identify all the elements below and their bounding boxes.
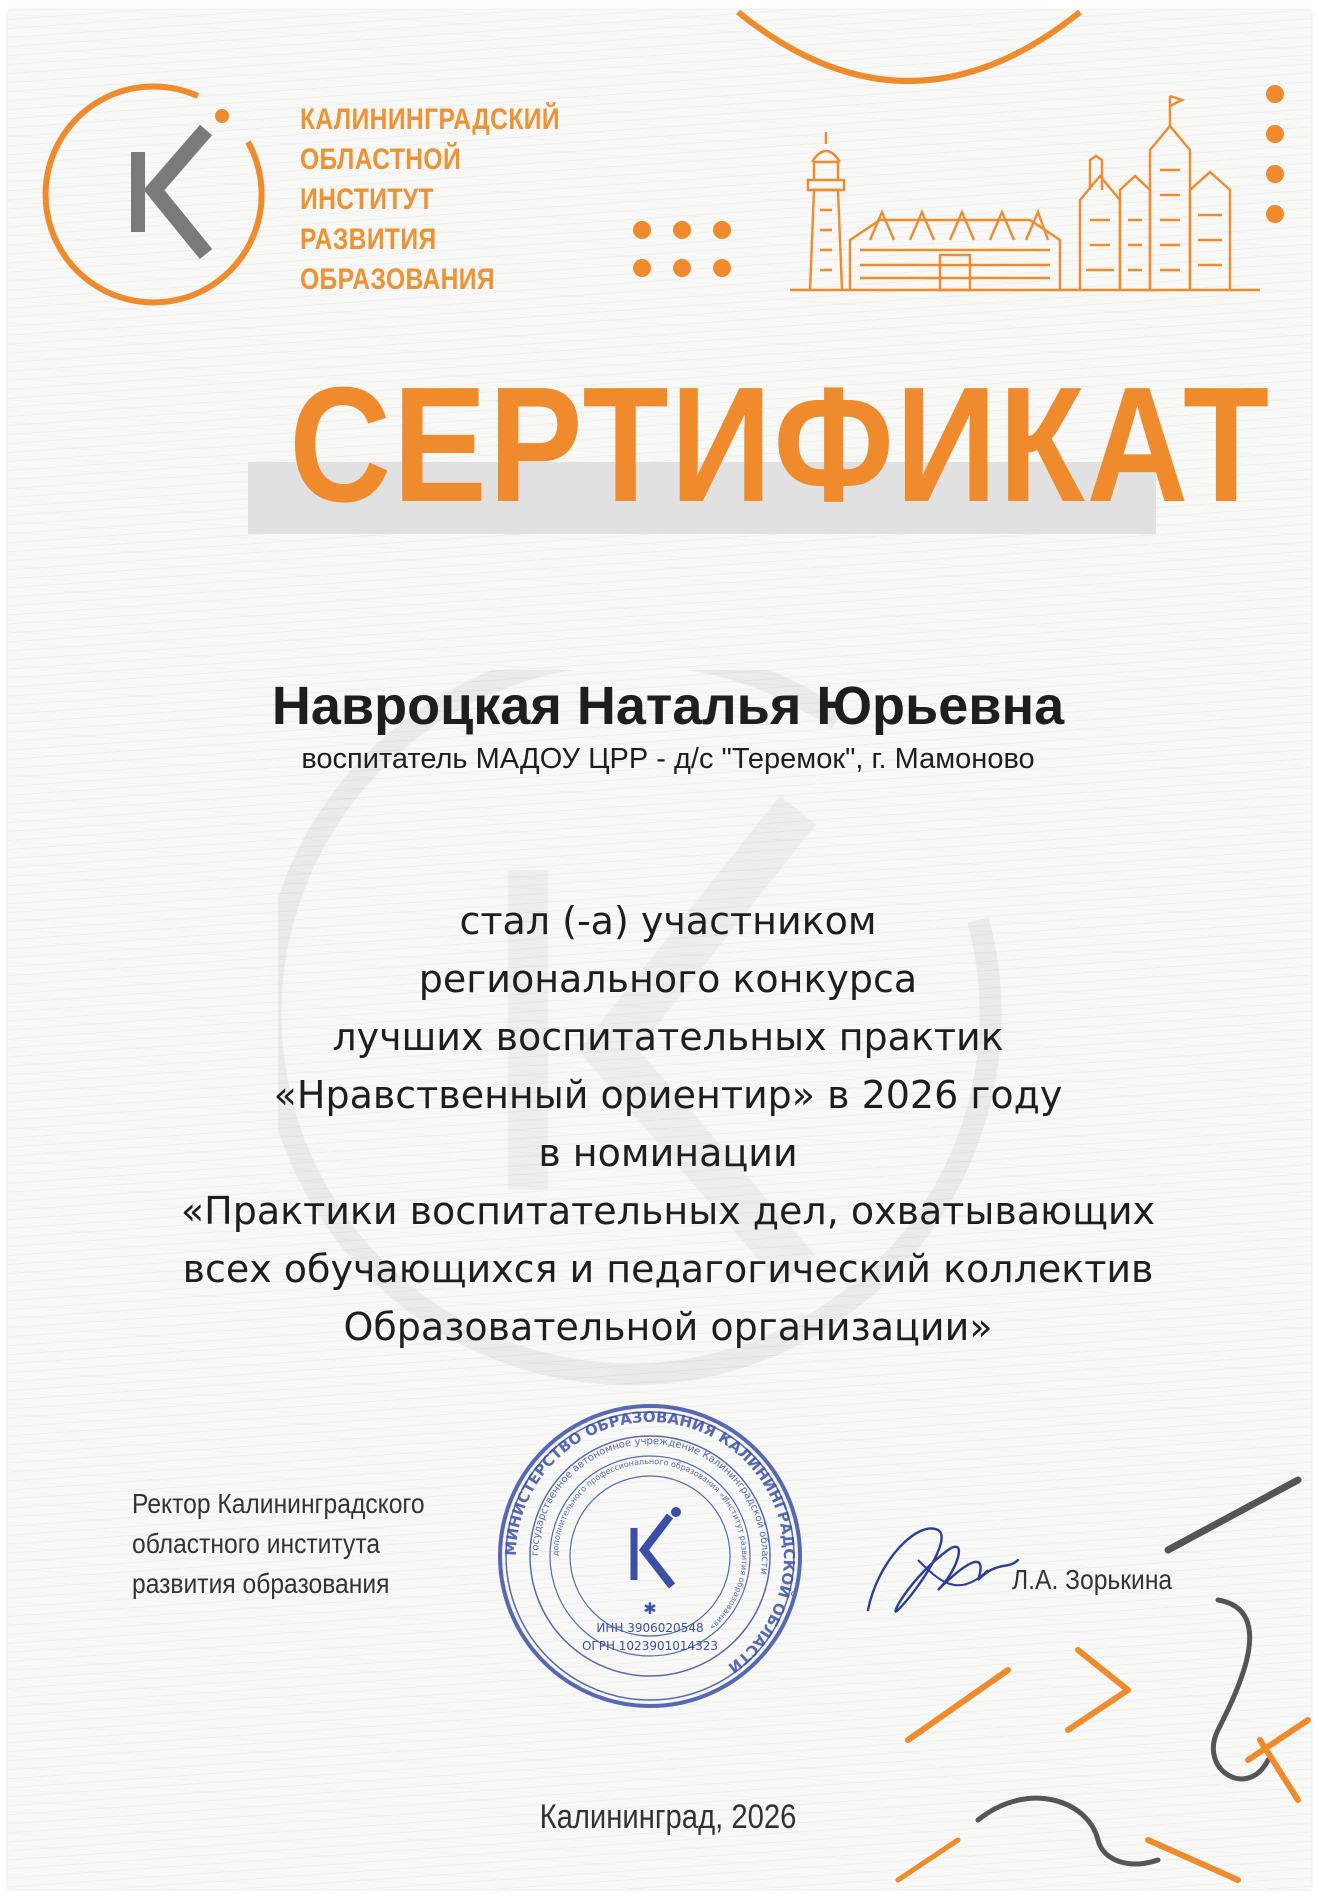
institute-name-line: РАЗВИТИЯ	[300, 223, 437, 256]
certificate-body	[88, 892, 1248, 1356]
certificate-sheet	[8, 10, 1311, 1889]
dots-decoration	[630, 218, 750, 280]
signer-name: Л.А. Зорькина	[1012, 1564, 1173, 1595]
stamp-inn: ИНН 3906020548	[596, 1621, 704, 1635]
recipient-name: Навроцкая Наталья Юрьевна	[271, 676, 1065, 736]
signatory-role-line: областного института	[132, 1528, 381, 1559]
stamp-inner-text: дополнительного профессионального образования «Институт развития образования»	[550, 1456, 750, 1632]
signatory-role-line: развития образования	[132, 1568, 390, 1599]
institute-name-line: ОБРАЗОВАНИЯ	[300, 263, 495, 296]
institute-name-line: ИНСТИТУТ	[300, 183, 434, 216]
stamp-middle-text: государственное автономное учреждение Калининградской области	[529, 1435, 771, 1576]
body-line: регионального конкурса	[418, 957, 918, 1001]
city-skyline-illustration	[790, 80, 1260, 296]
body-line: Образовательной организации»	[343, 1305, 993, 1349]
dots-column-decoration	[1260, 80, 1290, 230]
certificate-title: СЕРТИФИКАТ	[289, 353, 1271, 536]
body-line: «Практики воспитательных дел, охватывающих	[180, 1189, 1156, 1233]
recipient-position: воспитатель МАДОУ ЦРР - д/с "Теремок", г. Мамоново	[301, 743, 1035, 775]
signatory-role	[132, 1484, 449, 1604]
body-line: всех обучающихся и педагогический коллектив	[182, 1247, 1154, 1291]
signatory-role-line: Ректор Калининградского	[132, 1488, 425, 1519]
official-stamp	[494, 1400, 806, 1712]
corner-decoration	[888, 1460, 1311, 1889]
stamp-outer-text: МИНИСТЕРСТВО ОБРАЗОВАНИЯ КАЛИНИНГРАДСКОЙ ОБЛАСТИ	[501, 1407, 799, 1677]
institute-name	[300, 100, 560, 300]
body-line: «Нравственный ориентир» в 2026 году	[273, 1073, 1063, 1117]
body-line: в номинации	[538, 1131, 798, 1175]
institute-logo	[38, 82, 268, 312]
body-line: стал (-а) участником	[459, 899, 877, 943]
institute-name-line: ОБЛАСТНОЙ	[300, 143, 462, 176]
stamp-star-icon: ✱	[643, 1599, 657, 1618]
institute-name-line: КАЛИНИНГРАДСКИЙ	[300, 103, 560, 136]
body-line: лучших воспитательных практик	[332, 1015, 1004, 1059]
stamp-ogrn: ОГРН 1023901014323	[581, 1639, 719, 1653]
place-and-year: Калининград, 2026	[539, 1798, 797, 1836]
